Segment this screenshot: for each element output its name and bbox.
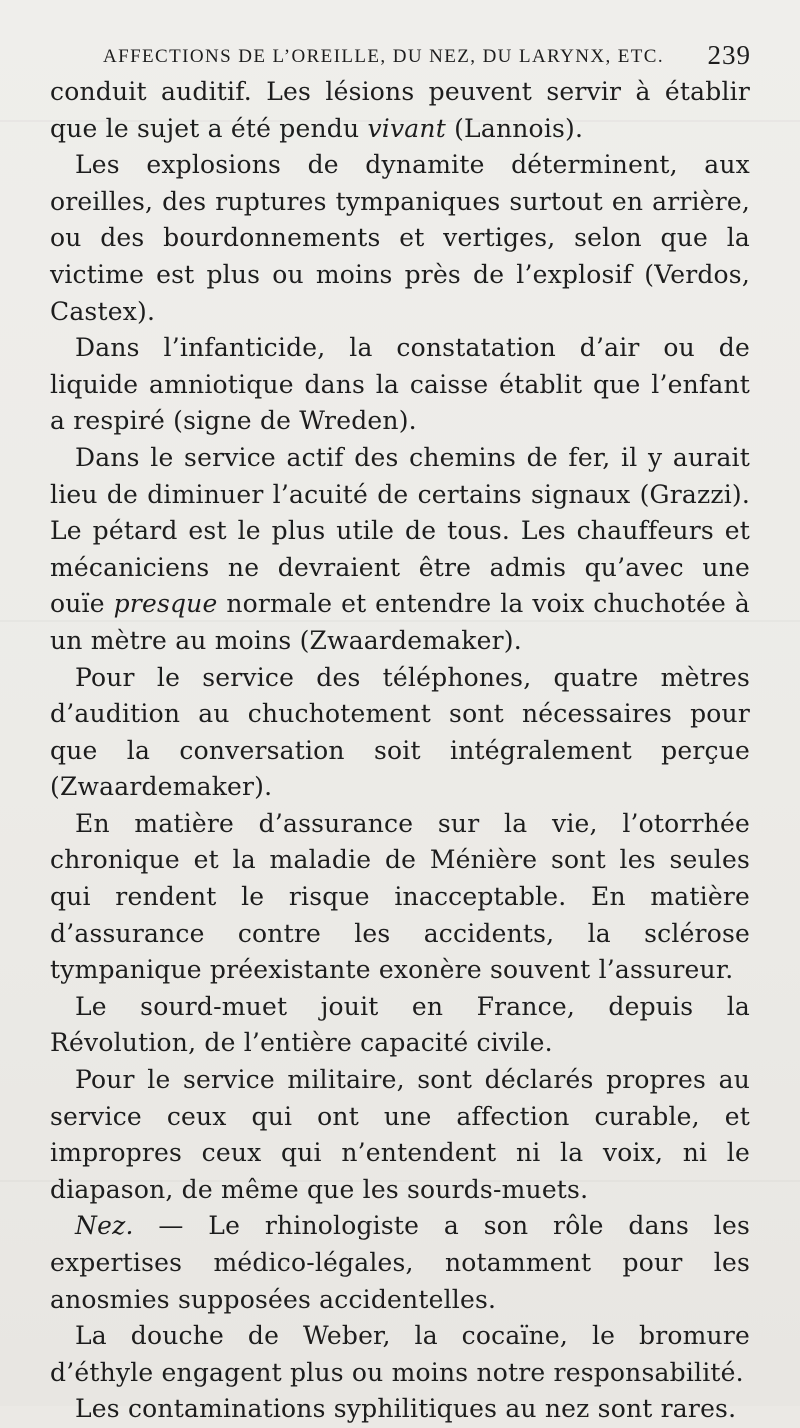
- paragraph: [50, 147, 750, 330]
- text-run: Pour le service des téléphones, quatre mètres d’audition au chuchotement sont nécessaires pour que la conversation soit intégralement perçue (Zwaardemaker).: [50, 662, 750, 802]
- text-run: — Le rhinologiste a son rôle dans les expertises médico-légales, notamment pour les anosmies supposées accidentelles.: [50, 1211, 750, 1314]
- paragraph: [50, 1318, 750, 1391]
- paragraph: [50, 1062, 750, 1208]
- text-run: Dans l’infanticide, la constatation d’air ou de liquide amniotique dans la caisse établit que l’enfant a respiré (signe de Wreden).: [50, 333, 750, 436]
- text-run: normale et entendre la voix chuchotée à un mètre au moins (Zwaardemaker).: [50, 589, 750, 655]
- text-run: conduit auditif. Les lésions peuvent servir à établir que le sujet a été pendu: [50, 77, 750, 143]
- text-run: Dans le service actif des chemins de fer, il y aurait lieu de diminuer l’acuité de certains signaux (Grazzi). Le pétard est le plus utile de tous. Les chauffeurs et mécaniciens ne devraient être admis qu’avec une ouïe: [50, 442, 750, 619]
- text-run: Les contaminations syphilitiques au nez sont rares.: [75, 1394, 737, 1424]
- text-run: La douche de Weber, la cocaïne, le bromure d’éthyle engagent plus ou moins notre responsabilité.: [50, 1321, 750, 1387]
- paragraph: [50, 989, 750, 1062]
- text-run: Les explosions de dynamite déterminent, aux oreilles, des ruptures tympaniques surtout en arrière, ou des bourdonnements et vertiges, selon que la victime est plus ou moins près de l’explosif (Verdos, Castex).: [50, 150, 750, 326]
- body-text: [50, 74, 750, 1428]
- paragraph: [50, 330, 750, 440]
- text-run: Le sourd-muet jouit en France, depuis la Révolution, de l’entière capacité civile.: [50, 991, 750, 1058]
- paragraph: [50, 660, 750, 806]
- paragraph: [50, 1208, 750, 1318]
- running-title: AFFECTIONS DE L’OREILLE, DU NEZ, DU LARYNX, ETC.: [103, 46, 665, 67]
- paragraph: [50, 440, 750, 660]
- text-run: En matière d’assurance sur la vie, l’otorrhée chronique et la maladie de Ménière sont les seules qui rendent le risque inacceptable. En matière d’assurance contre les accidents, la sclérose tympanique préexistante exonère souvent l’assureur.: [50, 808, 750, 985]
- italic-text: Nez.: [75, 1211, 134, 1241]
- paragraph: [50, 806, 750, 989]
- running-head: [103, 40, 753, 74]
- italic-text: presque: [113, 589, 218, 619]
- text-run: Pour le service militaire, sont déclarés propres au service ceux qui ont une affection curable, et impropres ceux qui n’entendent ni la voix, ni le diapason, de même que les sourds-muets.: [50, 1065, 750, 1204]
- paragraph: [50, 74, 750, 147]
- paragraph: [50, 1391, 750, 1428]
- italic-text: vivant: [367, 113, 446, 143]
- page-number: 239: [707, 40, 751, 70]
- text-run: (Lannois).: [445, 113, 584, 143]
